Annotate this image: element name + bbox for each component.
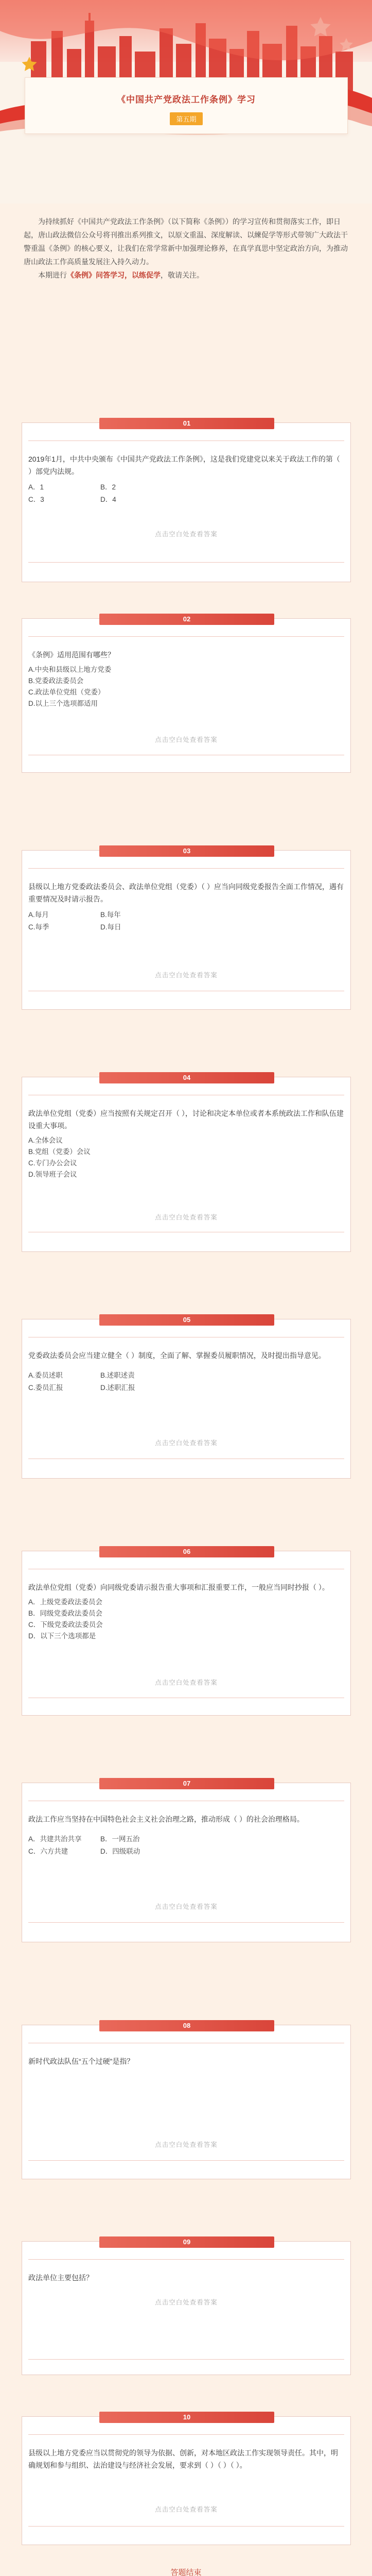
- option[interactable]: B．2: [100, 483, 116, 491]
- reveal-answer-link[interactable]: 点击空白处查看答案: [155, 2506, 218, 2513]
- option[interactable]: A.委员述职: [28, 1371, 63, 1379]
- divider: [28, 868, 344, 869]
- question-card: [22, 615, 351, 773]
- reveal-answer-link[interactable]: 点击空白处查看答案: [155, 1679, 218, 1686]
- question-card: [22, 1316, 351, 1479]
- question-text: 2019年1月，中共中央颁布《中国共产党政法工作条例》，这是我们党建党以来关于政法工作的第（ ）部党内法规。: [28, 455, 340, 476]
- question-card: [22, 847, 351, 1010]
- divider: [28, 440, 344, 441]
- intro-suffix: ，敬请关注。: [161, 271, 204, 279]
- intro-note: [24, 268, 348, 282]
- option[interactable]: C.委员汇报: [28, 1384, 63, 1392]
- closing-line: 答题结束: [170, 2568, 202, 2576]
- question-text: 政法单位党组（党委）向同级党委请示报告重大事项和汇报重要工作，一般应当同时抄报（ ）。: [28, 1583, 329, 1591]
- options-list: [28, 481, 344, 505]
- options-list: [28, 1369, 344, 1394]
- intro-text: [24, 215, 348, 282]
- header-banner: [0, 0, 372, 204]
- divider: [28, 1922, 344, 1923]
- question-card: [22, 2413, 351, 2545]
- reveal-answer-link[interactable]: 点击空白处查看答案: [155, 531, 218, 538]
- divider: [28, 2526, 344, 2527]
- question-text: 党委政法委员会应当建立健全（ ）制度，全面了解、掌握委员履职情况，及时提出指导意见。: [28, 1351, 326, 1360]
- option[interactable]: A.中央和县级以上地方党委: [28, 666, 112, 673]
- option[interactable]: D.以上三个选项都适用: [28, 700, 98, 707]
- question-body: [28, 1107, 344, 1180]
- options-list: [28, 908, 344, 933]
- option[interactable]: C.每季: [28, 923, 49, 931]
- option[interactable]: D.述职汇报: [100, 1384, 135, 1392]
- page-title: 《中国共产党政法工作条例》学习: [117, 95, 256, 105]
- reveal-answer-link[interactable]: 点击空白处查看答案: [155, 2299, 218, 2306]
- question-body: [28, 1581, 344, 1642]
- intro-prefix: 本期进行: [38, 271, 67, 279]
- option[interactable]: B．同级党委政法委员会: [28, 1609, 103, 1617]
- reveal-answer-link[interactable]: 点击空白处查看答案: [155, 1214, 218, 1221]
- reveal-answer-link[interactable]: 点击空白处查看答案: [155, 1439, 218, 1447]
- question-text: 政法工作应当坚持在中国特色社会主义社会治理之路，推动形成（ ）的社会治理格局。: [28, 1815, 304, 1823]
- question-body: [28, 880, 344, 933]
- closing-message: [0, 2566, 372, 2576]
- question-card: [22, 1548, 351, 1716]
- option[interactable]: C．下级党委政法委员会: [28, 1621, 103, 1629]
- question-body: [28, 2272, 344, 2284]
- question-number: 08: [99, 2020, 274, 2031]
- option[interactable]: D．四级联动: [100, 1848, 140, 1855]
- star-icon: [339, 37, 354, 53]
- question-text: 《条例》适用范围有哪些？: [28, 651, 115, 659]
- divider: [28, 2160, 344, 2161]
- question-text: 政法单位党组（党委）应当按照有关规定召开（ ），讨论和决定本单位或者本系统政法工作和队伍建设重大事项。: [28, 1109, 344, 1130]
- option[interactable]: D.每日: [100, 923, 121, 931]
- issue-badge: 第五期: [170, 112, 202, 125]
- reveal-answer-link[interactable]: 点击空白处查看答案: [155, 1903, 218, 1910]
- option[interactable]: D．4: [100, 496, 116, 503]
- question-body: [28, 649, 344, 709]
- question-card: [22, 1780, 351, 1942]
- option[interactable]: C．3: [28, 496, 44, 503]
- divider: [28, 2259, 344, 2260]
- options-list: [28, 1833, 344, 1857]
- question-body: [28, 1349, 344, 1394]
- question-number: 10: [99, 2412, 274, 2423]
- divider: [28, 636, 344, 637]
- option[interactable]: B．一网五治: [100, 1835, 140, 1843]
- reveal-answer-link[interactable]: 点击空白处查看答案: [155, 2141, 218, 2148]
- option[interactable]: B.党委政法委员会: [28, 677, 84, 685]
- question-number: 05: [99, 1314, 274, 1326]
- option[interactable]: C.专门办公会议: [28, 1159, 77, 1167]
- option[interactable]: D．以下三个选项都是: [28, 1632, 96, 1640]
- option[interactable]: C.政法单位党组（党委）: [28, 688, 105, 696]
- options-list: [28, 664, 344, 709]
- question-number: 02: [99, 614, 274, 625]
- question-card: [22, 1074, 351, 1252]
- question-body: [28, 2055, 344, 2067]
- question-text: 县级以上地方党委政法委员会、政法单位党组（党委）（ ）应当向同级党委报告全面工作情况，遇有重要情况及时请示报告。: [28, 883, 344, 903]
- question-text: 新时代政法队伍“五个过硬”是指？: [28, 2057, 134, 2065]
- question-body: [28, 2447, 344, 2471]
- option[interactable]: B.述职述责: [100, 1371, 135, 1379]
- question-text: 县级以上地方党委应当以贯彻党的领导为依据、创新，对本地区政法工作实现领导责任。其中，明确规划和参与组织、法治建设与经济社会发展，要求到（ ）（ ）（ ）。: [28, 2449, 338, 2469]
- option[interactable]: B.党组（党委）会议: [28, 1148, 91, 1156]
- option[interactable]: A．上级党委政法委员会: [28, 1598, 103, 1606]
- star-icon: [21, 56, 38, 73]
- question-body: [28, 1813, 344, 1857]
- question-card: [22, 2238, 351, 2375]
- option[interactable]: A.全体会议: [28, 1137, 63, 1144]
- question-number: 09: [99, 2236, 274, 2248]
- question-number: 04: [99, 1072, 274, 1083]
- star-icon: [309, 15, 332, 39]
- divider: [28, 2434, 344, 2435]
- question-number: 01: [99, 418, 274, 429]
- intro-paragraph: 为持续抓好《中国共产党政法工作条例》（以下简称《条例》）的学习宣传和贯彻落实工作，即日起，唐山政法微信公众号将刊推出系列推文，以原文重温、深度解读、以練促学等形式带领广大政法干警重温《条例》的核心要义，让我们在常学常新中加强理论修养，在真学真思中坚定政治方向，为推动唐山政法工作高质量发展注入持久动力。: [24, 217, 348, 266]
- option[interactable]: B.每年: [100, 911, 121, 919]
- question-number: 06: [99, 1546, 274, 1557]
- reveal-answer-link[interactable]: 点击空白处查看答案: [155, 972, 218, 979]
- question-body: [28, 453, 344, 505]
- question-card: [22, 419, 351, 582]
- question-card: [22, 2022, 351, 2179]
- option[interactable]: A．1: [28, 483, 44, 491]
- option[interactable]: C．六方共建: [28, 1848, 68, 1855]
- question-number: 03: [99, 845, 274, 857]
- question-number: 07: [99, 1778, 274, 1789]
- divider: [28, 2359, 344, 2360]
- options-list: [28, 1597, 344, 1642]
- intro-highlight: 《条例》问答学习，以练促学: [67, 271, 161, 279]
- divider: [28, 562, 344, 563]
- option[interactable]: A.每月: [28, 911, 49, 919]
- options-list: [28, 1135, 344, 1180]
- option[interactable]: D.领导班子会议: [28, 1171, 77, 1178]
- title-card: [25, 77, 348, 134]
- option[interactable]: A．共建共治共享: [28, 1835, 82, 1843]
- reveal-answer-link[interactable]: 点击空白处查看答案: [155, 736, 218, 743]
- question-text: 政法单位主要包括？: [28, 2274, 93, 2282]
